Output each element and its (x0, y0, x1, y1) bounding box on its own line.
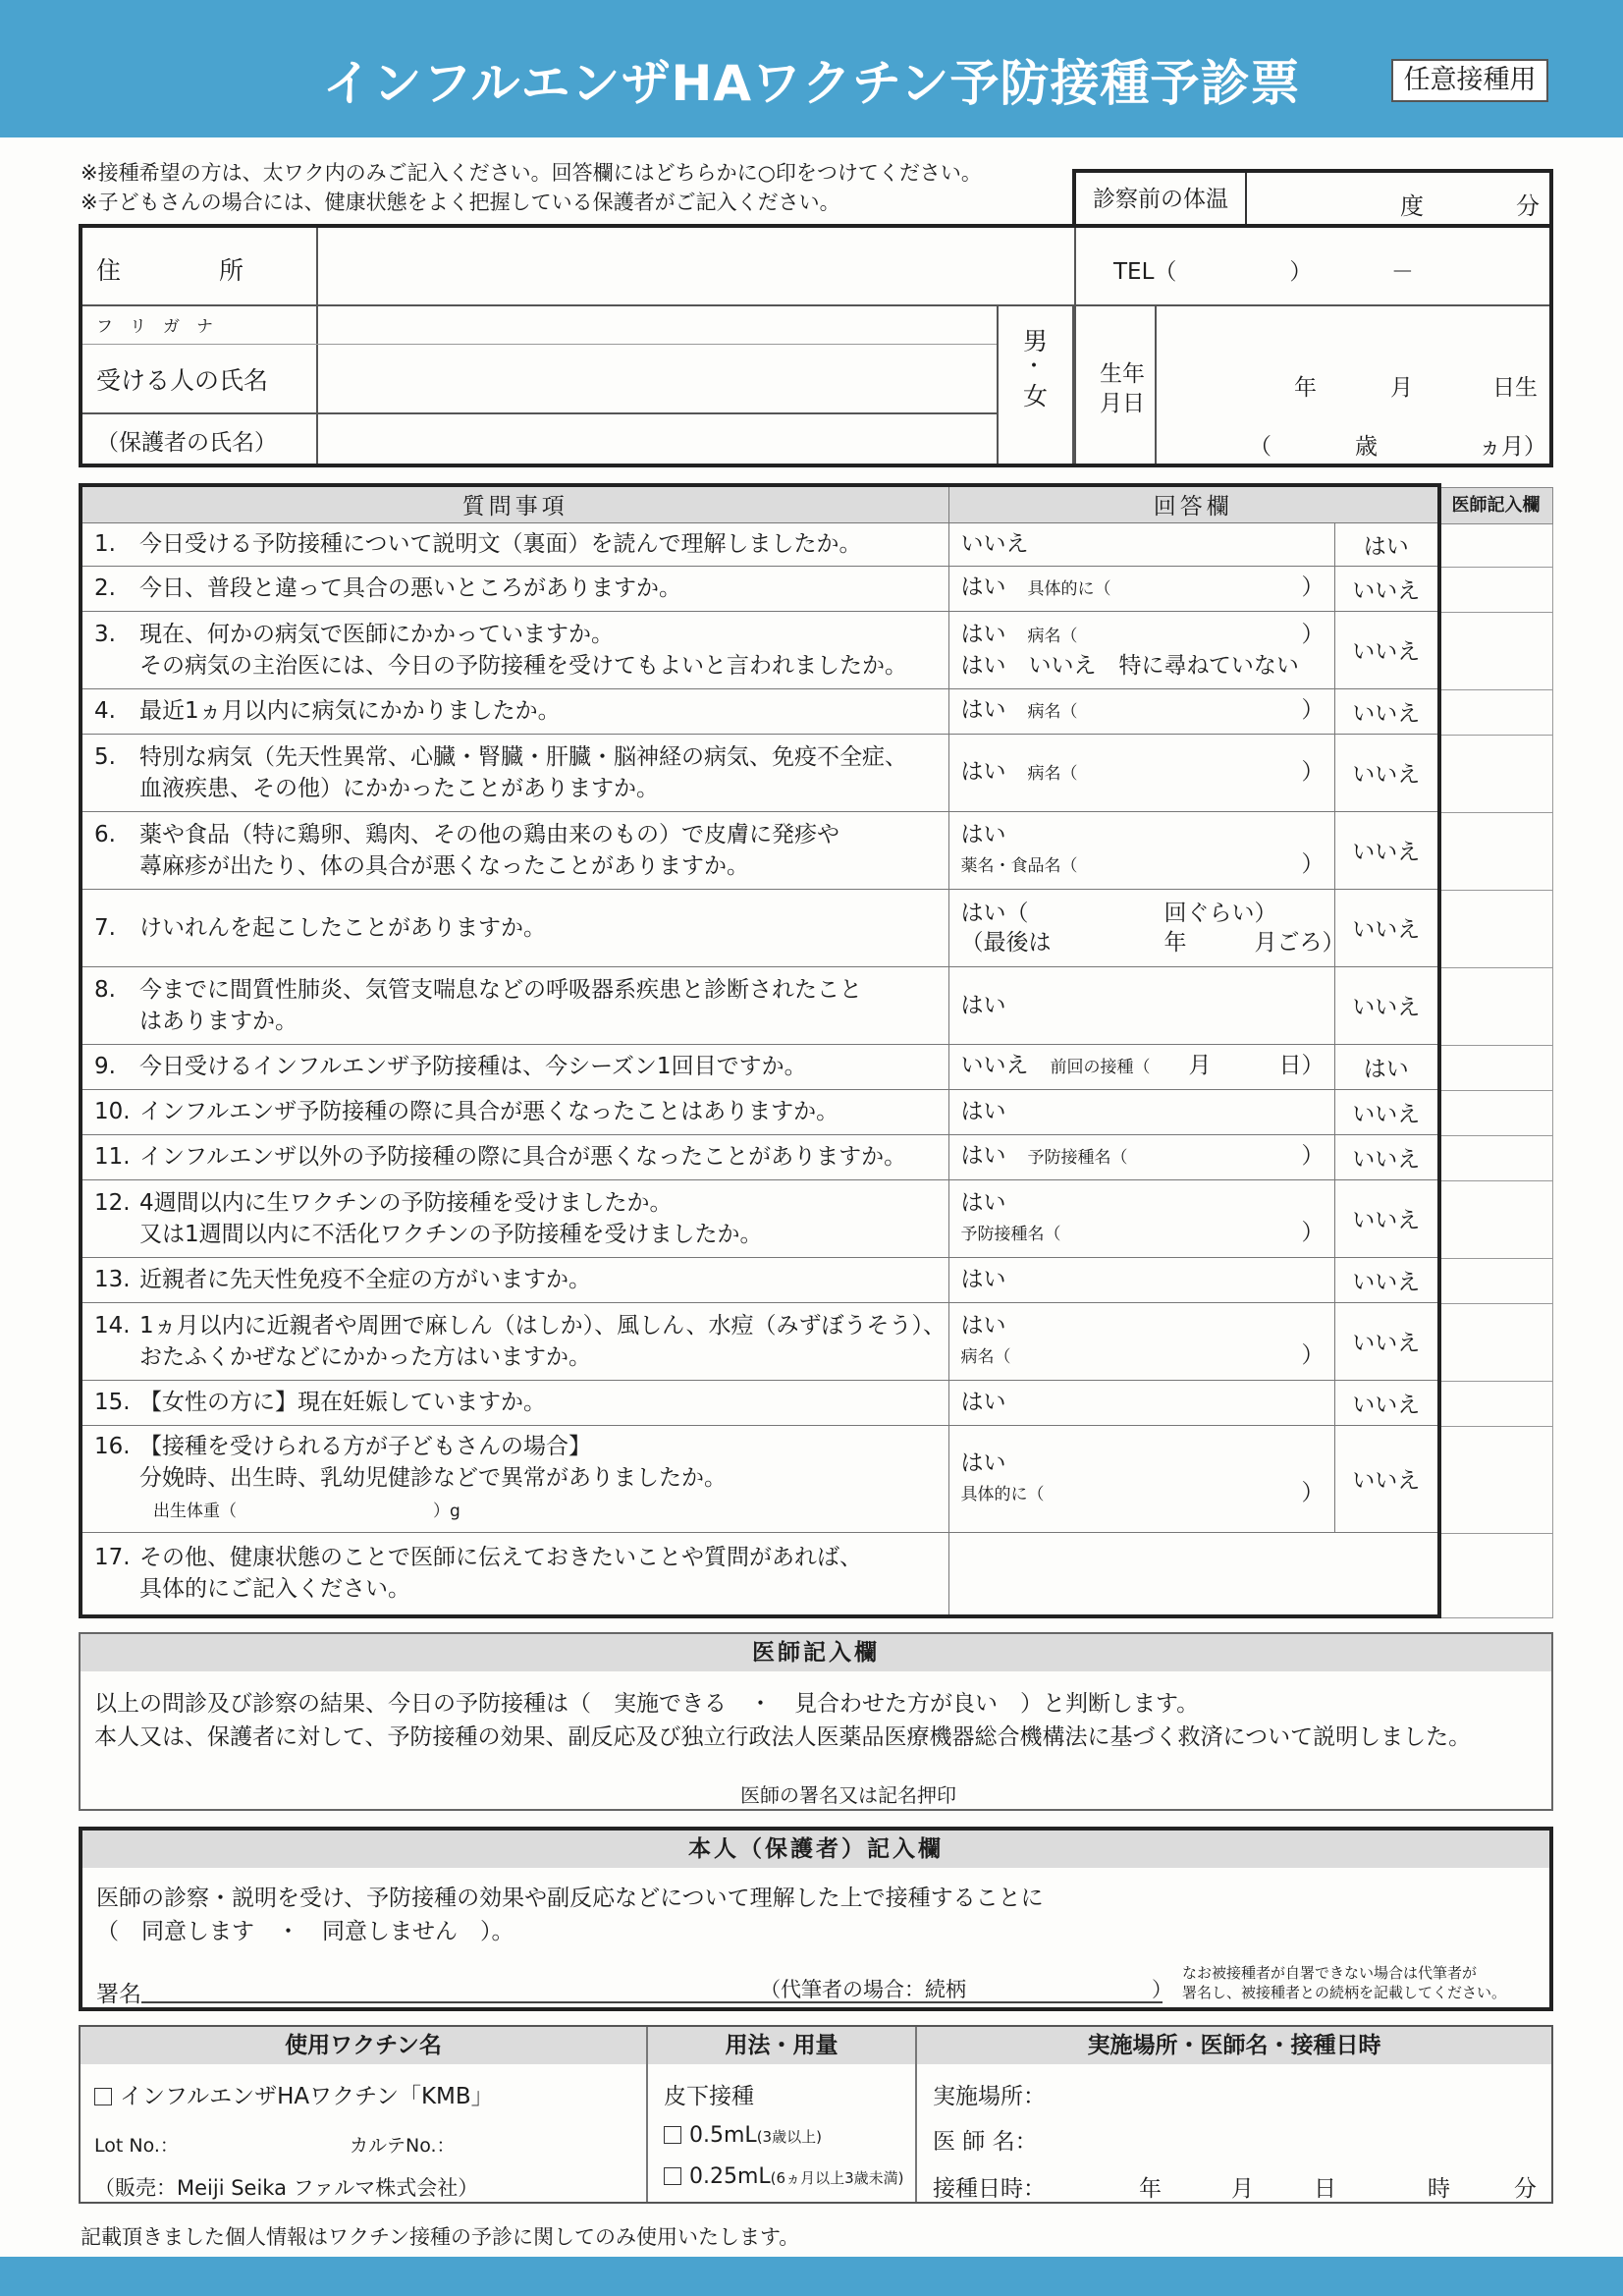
question-text: 今日、普段と違って具合の悪いところがありますか。 (139, 575, 681, 601)
doctor-note-cell[interactable] (1438, 1259, 1553, 1304)
question-text: 薬や食品（特に鶏卵、鶏肉、その他の鶏由来のもの）で皮膚に発疹や (139, 821, 839, 847)
answer-option-left[interactable]: はい (960, 1312, 1006, 1339)
vaccine-name-header: 使用ワクチン名 (81, 2027, 646, 2064)
proxy-relation-field[interactable]: （代筆者の場合：続柄 ） (760, 1978, 1172, 2001)
answer-detail-label: 具体的に（ (1027, 579, 1111, 599)
date-minute-label: 分 (1514, 2176, 1537, 2202)
answer-line2[interactable]: はい いいえ 特に尋ねていない (960, 652, 1299, 679)
answer-cell[interactable] (948, 566, 1334, 611)
answer-option-left[interactable]: はい (960, 697, 1006, 723)
birth-weight-label: 出生体重（ (153, 1501, 237, 1521)
answer-option-right[interactable]: いいえ (1334, 889, 1439, 966)
age-years-label: 歳 (1355, 434, 1378, 460)
answer-detail-close: ） (1301, 621, 1325, 647)
free-text-answer[interactable] (948, 1532, 1439, 1616)
doctor-entry-title: 医師記入欄 (81, 1634, 1551, 1671)
answer-cell[interactable] (948, 1257, 1334, 1302)
answer-option-left[interactable]: はい (960, 1189, 1006, 1216)
furigana-field[interactable] (318, 306, 996, 344)
answer-cell[interactable] (948, 811, 1334, 889)
name-field[interactable] (318, 346, 996, 412)
answer-detail-close: ） (1301, 1341, 1325, 1368)
question-cell (81, 1532, 948, 1616)
doctor-note-cell[interactable] (1438, 524, 1553, 568)
question-row (81, 566, 1439, 611)
question-row (81, 1179, 1439, 1257)
question-text: 1ヵ月以内に近親者や周囲で麻しん（はしか）、風しん、水痘（みずぼうそう）、 (139, 1312, 947, 1339)
route-label: 皮下接種 (664, 2084, 754, 2109)
answer-option-right[interactable]: いいえ (1334, 566, 1439, 611)
sex-male-option[interactable]: 男 (1023, 327, 1049, 355)
question-cell (81, 1257, 948, 1302)
vaccine-name: インフルエンザHAワクチン「KMB」 (120, 2084, 494, 2109)
answer-detail-close: ） (1301, 697, 1325, 723)
answer-cell[interactable] (948, 1089, 1334, 1134)
answer-cell[interactable] (948, 889, 1345, 966)
dose-checkbox-2[interactable] (664, 2167, 681, 2185)
consent-choice[interactable]: （ 同意します ・ 同意しません ）。 (96, 1919, 514, 1944)
doctor-note-cell[interactable] (1438, 1304, 1553, 1382)
question-number: 15. (94, 1390, 131, 1415)
answer-detail-label: 前回の接種（ (1050, 1058, 1151, 1077)
date-label[interactable]: 接種日時： (933, 2176, 1046, 2202)
answer-cell[interactable] (948, 522, 1334, 566)
doctor-note-cell[interactable] (1438, 1046, 1553, 1091)
temperature-label: 診察前の体温 (1076, 173, 1247, 226)
question-row (81, 966, 1439, 1044)
questions-table (79, 483, 1441, 1618)
question-text: けいれんを起こしたことがありますか。 (139, 914, 546, 941)
consent-text: 医師の診察・説明を受け、予防接種の効果や副反応などについて理解した上で接種することに (96, 1886, 1044, 1911)
doctor-note-cell[interactable] (1438, 1136, 1553, 1181)
dose-1-value: 0.5mL (689, 2123, 757, 2148)
doctor-note-cell[interactable] (1438, 568, 1553, 613)
header-bar (0, 0, 1623, 137)
question-text-line2: おたふくかぜなどにかかった方はいますか。 (139, 1343, 591, 1370)
answer-cell[interactable] (948, 1134, 1334, 1179)
instruction-1: ※接種希望の方は、太ワク内のみご記入ください。回答欄にはどちらかに○印をつけてください。 (81, 161, 982, 185)
question-number: 7. (94, 914, 116, 941)
consent-title: 本人（保護者）記入欄 (82, 1831, 1549, 1868)
answer-option-left[interactable]: はい (960, 1099, 1006, 1124)
answer-cell[interactable] (948, 1380, 1334, 1425)
date-day-label: 日 (1314, 2176, 1336, 2202)
age-open-paren: （ (1249, 434, 1271, 460)
answer-option-left[interactable]: はい (960, 1267, 1006, 1292)
instruction-2: ※子どもさんの場合には、健康状態をよく把握している保護者がご記入ください。 (81, 191, 840, 214)
doctor-note-cell[interactable] (1438, 1427, 1553, 1534)
vaccine-name-option[interactable] (94, 2078, 494, 2110)
proxy-note-2: 署名し、被接種者との続柄を記載してください。 (1182, 1984, 1507, 2001)
question-text: 【女性の方に】現在妊娠していますか。 (139, 1390, 546, 1415)
question-text: インフルエンザ以外の予防接種の際に具合が悪くなったことがありますか。 (139, 1144, 907, 1170)
proxy-note-1: なお被接種者が自署できない場合は代筆者が (1182, 1964, 1478, 1982)
question-text: 今日受ける予防接種について説明文（裏面）を読んで理解しましたか。 (139, 531, 862, 557)
question-row (81, 611, 1439, 688)
place-label[interactable]: 実施場所： (933, 2084, 1046, 2109)
question-number: 11. (94, 1144, 131, 1170)
question-text: インフルエンザ予防接種の際に具合が悪くなったことはありますか。 (139, 1099, 839, 1124)
question-cell (81, 811, 948, 889)
vaccine-box (79, 2025, 1553, 2204)
question-number: 6. (94, 821, 116, 847)
question-text-line2: 蕁麻疹が出たり、体の具合が悪くなったことがありますか。 (139, 852, 749, 879)
dose-2-value: 0.25mL (689, 2164, 771, 2189)
address-label: 住 所 (96, 256, 244, 285)
karte-number-label[interactable]: カルテNo.： (350, 2135, 456, 2157)
age-months-label: ヵ月） (1479, 434, 1546, 460)
question-row (81, 1134, 1439, 1179)
question-cell (81, 611, 948, 688)
doctor-notes-header: 医師記入欄 (1438, 487, 1553, 524)
sex-separator: ・ (1023, 355, 1046, 379)
answer-detail-label: 病名（ (1027, 763, 1078, 784)
question-row (81, 1302, 1439, 1380)
question-text: 現在、何かの病気で医師にかかっていますか。 (139, 621, 614, 647)
answer-option-left[interactable]: いいえ (960, 1053, 1029, 1078)
answer-option-right[interactable]: いいえ (1334, 1257, 1439, 1302)
answer-option-right[interactable]: はい (1334, 1044, 1439, 1089)
birth-day-label: 日生 (1492, 375, 1538, 401)
question-row (81, 1380, 1439, 1425)
answer-cell[interactable] (948, 611, 1334, 688)
question-text-line2: 分娩時、出生時、乳幼児健診などで異常がありましたか。 (139, 1464, 727, 1491)
answer-cell[interactable] (948, 1425, 1334, 1532)
tel-field[interactable]: TEL（ ） － (1113, 259, 1414, 285)
birth-month-label: 月 (1390, 375, 1413, 401)
question-row (81, 1089, 1439, 1134)
question-cell (81, 1044, 948, 1089)
doctor-judgement-text[interactable]: 以上の問診及び診察の結果、今日の予防接種は（ 実施できる ・ 見合わせた方が良い ）と判断します。 (94, 1691, 1200, 1717)
answer-detail-label: 病名（ (1027, 702, 1078, 722)
question-cell (81, 1425, 948, 1532)
lot-number-label[interactable]: Lot No.： (94, 2135, 179, 2157)
form-title: インフルエンザHAワクチン予防接種予診票 (322, 55, 1301, 112)
answer-option-left[interactable]: いいえ (960, 531, 1029, 557)
guardian-label: （保護者の氏名） (96, 430, 277, 456)
answer-line2[interactable]: （最後は 年 月ごろ） (960, 929, 1345, 956)
question-number: 10. (94, 1099, 131, 1124)
question-row (81, 1532, 1439, 1616)
question-row (81, 734, 1439, 811)
doctor-note-cell[interactable] (1438, 613, 1553, 690)
sex-female-option[interactable]: 女 (1023, 382, 1049, 410)
doctor-note-cell[interactable] (1438, 690, 1553, 736)
answer-cell[interactable] (948, 1302, 1334, 1380)
personal-info-box (79, 224, 1553, 467)
answer-detail-label: 具体的に（ (960, 1484, 1045, 1504)
question-cell (81, 966, 948, 1044)
answer-detail-close: ） (1301, 850, 1325, 877)
answer-option-right[interactable]: いいえ (1334, 1179, 1439, 1257)
bottom-bar (0, 2257, 1623, 2296)
answer-option-right[interactable]: いいえ (1334, 966, 1439, 1044)
consent-box (79, 1827, 1553, 2011)
question-cell (81, 688, 948, 734)
doctor-note-cell[interactable] (1438, 813, 1553, 891)
question-cell (81, 734, 948, 811)
question-row (81, 1257, 1439, 1302)
question-number: 16. (94, 1433, 131, 1459)
question-row (81, 889, 1439, 966)
question-text: 【接種を受けられる方が子どもさんの場合】 (139, 1433, 591, 1459)
answer-detail-close: ） (1301, 758, 1325, 785)
question-number: 5. (94, 743, 116, 770)
question-text-line2: 血液疾患、その他）にかかったことがありますか。 (139, 775, 659, 801)
doctor-note-cell[interactable] (1438, 736, 1553, 813)
question-number: 4. (94, 698, 116, 724)
date-month-label: 月 (1231, 2176, 1254, 2202)
answer-cell[interactable] (948, 734, 1334, 811)
dose-checkbox-1[interactable] (664, 2126, 681, 2144)
answer-detail-label: 病名（ (960, 1346, 1011, 1367)
question-cell (81, 1302, 948, 1380)
question-number: 12. (94, 1189, 131, 1216)
question-text: 特別な病気（先天性異常、心臓・腎臓・肝臓・脳神経の病気、免疫不全症、 (139, 743, 907, 770)
temperature-unit-degree: 度 (1400, 192, 1424, 220)
dose-1-note: (3歳以上) (756, 2128, 822, 2146)
answer-cell[interactable] (948, 1044, 1334, 1089)
question-cell (81, 1089, 948, 1134)
question-row (81, 1044, 1439, 1089)
question-row (81, 811, 1439, 889)
answer-detail-label: 薬名・食品名（ (960, 855, 1078, 876)
answer-option-right[interactable]: いいえ (1334, 1380, 1439, 1425)
answer-detail-label: 予防接種名（ (960, 1224, 1061, 1244)
dose-2-note: (6ヵ月以上3歳未満) (770, 2169, 904, 2187)
answer-detail-close: ） (1301, 574, 1325, 600)
question-number: 17. (94, 1545, 131, 1571)
answer-option-right[interactable]: いいえ (1334, 1089, 1439, 1134)
answer-cell[interactable] (948, 1179, 1334, 1257)
question-number: 2. (94, 575, 116, 601)
answer-option-right[interactable]: いいえ (1334, 1302, 1439, 1380)
question-cell (81, 889, 948, 966)
questions-header: 質問事項 (81, 485, 948, 522)
temperature-unit-minute: 分 (1516, 192, 1540, 220)
doctor-entry-box (79, 1632, 1553, 1811)
question-text: 近親者に先天性免疫不全症の方がいますか。 (139, 1267, 591, 1292)
doctor-note-cell[interactable] (1438, 1534, 1553, 1618)
answer-cell[interactable] (948, 966, 1334, 1044)
question-text-line2: その病気の主治医には、今日の予防接種を受けてもよいと言われましたか。 (139, 652, 907, 679)
answer-option-left[interactable]: はい (960, 574, 1006, 600)
question-row (81, 688, 1439, 734)
answer-option-left[interactable]: はい (960, 1449, 1006, 1476)
answer-option-right[interactable]: はい (1334, 522, 1439, 566)
question-cell (81, 566, 948, 611)
doctor-signature-label[interactable]: 医師の署名又は記名押印 (740, 1783, 956, 1807)
birth-label-1: 生年 (1100, 361, 1145, 387)
birth-year-label: 年 (1294, 375, 1317, 401)
answer-option-left[interactable]: はい (960, 1143, 1006, 1169)
question-text-line2: 又は1週間以内に不活化ワクチンの予防接種を受けましたか。 (139, 1221, 763, 1247)
answer-detail-close: ） (1301, 1479, 1325, 1505)
answer-option-left[interactable]: はい (960, 758, 1006, 785)
question-row (81, 522, 1439, 566)
question-number: 14. (94, 1312, 131, 1339)
answer-detail-close: ） (1301, 1143, 1325, 1169)
question-number: 8. (94, 976, 116, 1003)
doctor-note-cell[interactable] (1438, 968, 1553, 1046)
dosage-header: 用法・用量 (647, 2027, 916, 2064)
question-text: 4週間以内に生ワクチンの予防接種を受けましたか。 (139, 1189, 673, 1216)
birth-weight-unit: ）g (433, 1501, 460, 1521)
vaccine-checkbox[interactable] (94, 2088, 112, 2105)
question-cell (81, 1134, 948, 1179)
answer-option-right[interactable]: いいえ (1334, 811, 1439, 889)
previous-date[interactable]: 月 日） (1188, 1053, 1325, 1078)
privacy-footer: 記載頂きました個人情報はワクチン接種の予診に関してのみ使用いたします。 (81, 2225, 800, 2249)
answer-option-right[interactable]: いいえ (1334, 1134, 1439, 1179)
answer-detail-close: ） (1301, 1219, 1325, 1245)
question-text: 最近1ヵ月以内に病気にかかりましたか。 (139, 698, 561, 724)
question-number: 9. (94, 1054, 116, 1079)
question-text: 今日受けるインフルエンザ予防接種は、今シーズン1回目ですか。 (139, 1054, 807, 1079)
question-number: 1. (94, 531, 116, 557)
question-text-line2: 具体的にご記入ください。 (139, 1576, 410, 1603)
question-text: その他、健康状態のことで医師に伝えておきたいことや質問があれば、 (139, 1545, 862, 1571)
answer-option-left[interactable]: はい（ 回ぐらい） (960, 900, 1277, 926)
voluntary-badge: 任意接種用 (1391, 59, 1548, 102)
temperature-box[interactable] (1072, 169, 1553, 226)
answer-option-right[interactable]: いいえ (1334, 734, 1439, 811)
answers-header: 回答欄 (948, 485, 1439, 522)
doctor-note-cell[interactable] (1438, 1091, 1553, 1136)
answer-option-right[interactable]: いいえ (1334, 1425, 1439, 1532)
answer-option-left[interactable]: はい (960, 821, 1006, 847)
question-cell (81, 1179, 948, 1257)
question-cell (81, 1380, 948, 1425)
question-row (81, 1425, 1439, 1532)
dose-option-2[interactable] (664, 2164, 903, 2189)
signature-label: 署名 (96, 1982, 141, 2007)
dose-option-1[interactable] (664, 2123, 822, 2148)
date-year-label: 年 (1139, 2176, 1162, 2202)
doctor-note-cell[interactable] (1438, 1181, 1553, 1259)
answer-option-left[interactable]: はい (960, 621, 1006, 647)
question-text-line2: はありますか。 (139, 1008, 298, 1034)
vaccine-seller: （販売：Meiji Seika ファルマ株式会社） (94, 2176, 479, 2200)
name-label: 受ける人の氏名 (96, 366, 269, 395)
birth-label-2: 月日 (1100, 391, 1145, 416)
furigana-label: フ リ ガ ナ (96, 317, 213, 337)
doctor-note-cell[interactable] (1438, 1382, 1553, 1427)
place-doctor-date-header: 実施場所・医師名・接種日時 (917, 2027, 1551, 2064)
question-number: 3. (94, 621, 116, 647)
doctor-notes-column (1438, 487, 1553, 1618)
answer-option-left[interactable]: はい (960, 1390, 1006, 1415)
date-hour-label: 時 (1428, 2176, 1450, 2202)
address-field[interactable] (318, 228, 1074, 304)
answer-option-left[interactable]: はい (960, 992, 1006, 1018)
answer-option-right[interactable]: いいえ (1334, 688, 1439, 734)
answer-detail-label: 病名（ (1027, 626, 1078, 646)
answer-cell[interactable] (948, 688, 1334, 734)
doctor-explanation-text: 本人又は、保護者に対して、予防接種の効果、副反応及び独立行政法人医薬品医療機器総合機構法に基づく救済について説明しました。 (94, 1724, 1472, 1750)
doctor-name-label[interactable]: 医 師 名： (933, 2129, 1038, 2155)
question-cell (81, 522, 948, 566)
answer-detail-label: 予防接種名（ (1027, 1148, 1128, 1168)
question-number: 13. (94, 1267, 131, 1292)
question-text: 今までに間質性肺炎、気管支喘息などの呼吸器系疾患と診断されたこと (139, 976, 862, 1003)
guardian-field[interactable] (318, 414, 996, 464)
answer-option-right[interactable]: いいえ (1334, 611, 1439, 688)
doctor-note-cell[interactable] (1438, 891, 1553, 968)
